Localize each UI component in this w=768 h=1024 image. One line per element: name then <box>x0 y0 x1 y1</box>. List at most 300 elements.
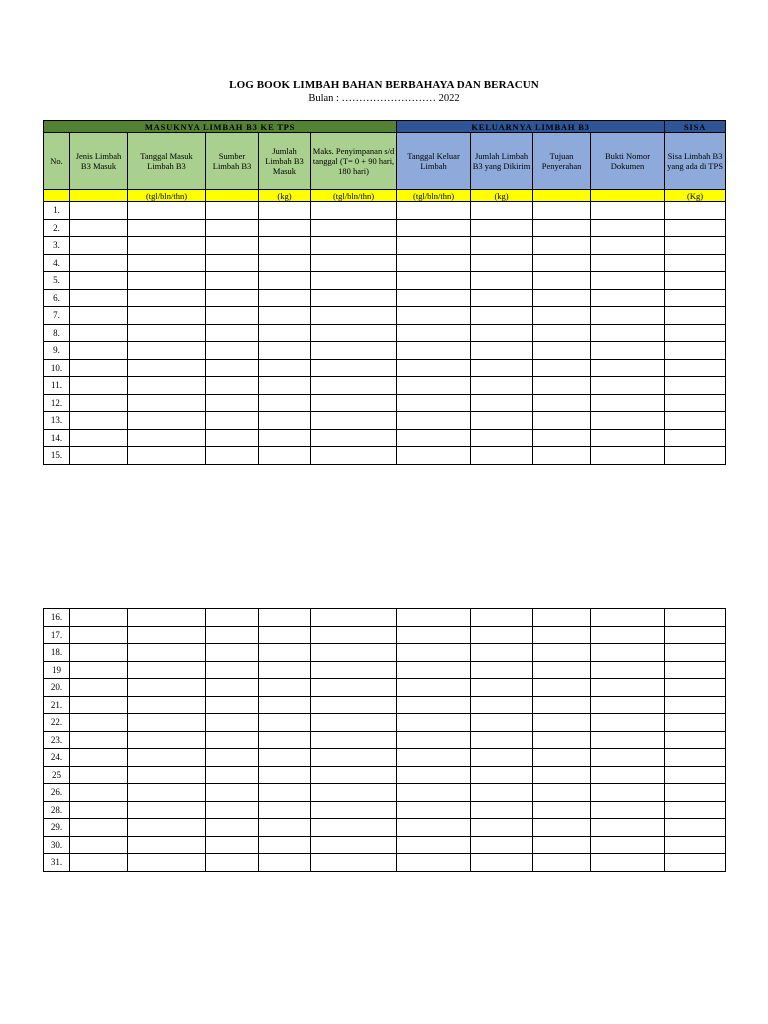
table-cell <box>206 679 259 697</box>
table-cell <box>259 714 311 732</box>
row-number: 24. <box>44 749 70 767</box>
table-cell <box>397 289 471 307</box>
table-cell <box>70 749 128 767</box>
unit-cell: (tgl/bln/thn) <box>311 190 397 202</box>
table-cell <box>206 626 259 644</box>
row-number: 12. <box>44 394 70 412</box>
table-cell <box>665 854 726 872</box>
table-cell <box>533 219 591 237</box>
table-cell <box>665 412 726 430</box>
logbook-table-bottom <box>43 608 726 872</box>
table-cell <box>206 342 259 360</box>
table-row <box>44 731 726 749</box>
table-cell <box>311 696 397 714</box>
table-cell <box>259 202 311 220</box>
table-cell <box>591 447 665 465</box>
table-cell <box>471 836 533 854</box>
table-cell <box>397 254 471 272</box>
table-cell <box>70 342 128 360</box>
table-cell <box>311 394 397 412</box>
table-cell <box>206 644 259 662</box>
table-row <box>44 202 726 220</box>
col-header-sumber: Sumber Limbah B3 <box>206 133 259 190</box>
table-cell <box>471 307 533 325</box>
table-row <box>44 324 726 342</box>
table-cell <box>471 254 533 272</box>
table-cell <box>206 609 259 627</box>
table-cell <box>128 714 206 732</box>
table-cell <box>397 731 471 749</box>
table-cell <box>70 696 128 714</box>
table-cell <box>128 324 206 342</box>
table-cell <box>471 219 533 237</box>
table-cell <box>70 307 128 325</box>
table-cell <box>533 202 591 220</box>
table-cell <box>259 731 311 749</box>
group-header-row <box>44 121 726 133</box>
table-cell <box>665 272 726 290</box>
row-number: 25 <box>44 766 70 784</box>
table-cell <box>206 254 259 272</box>
month-line: Bulan : ……………………… 2022 <box>308 93 460 104</box>
table-cell <box>259 819 311 837</box>
table-cell <box>591 219 665 237</box>
table-cell <box>591 679 665 697</box>
table-cell <box>311 342 397 360</box>
table-cell <box>397 342 471 360</box>
table-cell <box>206 854 259 872</box>
table-cell <box>206 324 259 342</box>
table-cell <box>128 644 206 662</box>
table-cell <box>206 289 259 307</box>
table-cell <box>665 661 726 679</box>
table-cell <box>397 359 471 377</box>
table-cell <box>533 696 591 714</box>
table-cell <box>206 696 259 714</box>
table-cell <box>471 394 533 412</box>
table-cell <box>591 714 665 732</box>
table-cell <box>206 819 259 837</box>
table-cell <box>533 714 591 732</box>
table-cell <box>471 429 533 447</box>
table-cell <box>259 307 311 325</box>
table-cell <box>471 237 533 255</box>
table-cell <box>471 412 533 430</box>
table-cell <box>665 819 726 837</box>
table-cell <box>311 202 397 220</box>
table-row <box>44 836 726 854</box>
unit-cell <box>206 190 259 202</box>
table-row <box>44 766 726 784</box>
table-row <box>44 714 726 732</box>
row-number: 6. <box>44 289 70 307</box>
table-cell <box>591 819 665 837</box>
page-title: LOG BOOK LIMBAH BAHAN BERBAHAYA DAN BERACUN <box>229 79 539 91</box>
table-cell <box>259 272 311 290</box>
table-cell <box>259 801 311 819</box>
table-cell <box>533 289 591 307</box>
table-cell <box>397 819 471 837</box>
table-cell <box>311 429 397 447</box>
table-cell <box>206 272 259 290</box>
table-cell <box>128 394 206 412</box>
table-cell <box>591 254 665 272</box>
table-cell <box>206 412 259 430</box>
table-cell <box>397 447 471 465</box>
unit-cell: (Kg) <box>665 190 726 202</box>
table-cell <box>311 836 397 854</box>
table-cell <box>311 731 397 749</box>
row-number: 31. <box>44 854 70 872</box>
table-cell <box>206 429 259 447</box>
table-row <box>44 237 726 255</box>
table-cell <box>533 394 591 412</box>
table-cell <box>471 359 533 377</box>
table-cell <box>397 429 471 447</box>
table-cell <box>397 749 471 767</box>
table-cell <box>533 254 591 272</box>
table-cell <box>397 784 471 802</box>
table-cell <box>471 696 533 714</box>
table-row <box>44 661 726 679</box>
table-cell <box>311 749 397 767</box>
table-cell <box>471 644 533 662</box>
table-cell <box>471 289 533 307</box>
table-cell <box>591 626 665 644</box>
table-cell <box>206 661 259 679</box>
table-cell <box>471 626 533 644</box>
table-cell <box>206 237 259 255</box>
col-header-tanggal-keluar: Tanggal Keluar Limbah <box>397 133 471 190</box>
table-cell <box>591 272 665 290</box>
table-cell <box>128 836 206 854</box>
table-row <box>44 819 726 837</box>
table-cell <box>311 854 397 872</box>
row-number: 8. <box>44 324 70 342</box>
table-cell <box>70 237 128 255</box>
table-cell <box>533 766 591 784</box>
table-cell <box>665 679 726 697</box>
table-cell <box>533 272 591 290</box>
table-cell <box>397 801 471 819</box>
table-cell <box>665 749 726 767</box>
table-cell <box>206 784 259 802</box>
table-cell <box>471 661 533 679</box>
row-number: 7. <box>44 307 70 325</box>
table-cell <box>206 731 259 749</box>
table-cell <box>206 836 259 854</box>
table-cell <box>206 766 259 784</box>
row-number: 3. <box>44 237 70 255</box>
table-cell <box>471 447 533 465</box>
table-cell <box>206 801 259 819</box>
unit-cell: (kg) <box>259 190 311 202</box>
table-cell <box>471 854 533 872</box>
table-cell <box>591 307 665 325</box>
table-cell <box>206 307 259 325</box>
table-cell <box>665 202 726 220</box>
table-cell <box>665 237 726 255</box>
table-cell <box>397 714 471 732</box>
table-cell <box>70 609 128 627</box>
table-cell <box>259 836 311 854</box>
table-cell <box>665 359 726 377</box>
table-cell <box>259 377 311 395</box>
table-cell <box>311 237 397 255</box>
table-cell <box>533 836 591 854</box>
table-cell <box>259 219 311 237</box>
table-cell <box>259 359 311 377</box>
table-cell <box>128 626 206 644</box>
table-cell <box>533 644 591 662</box>
table-row <box>44 801 726 819</box>
col-header-jumlah-masuk: Jumlah Limbah B3 Masuk <box>259 133 311 190</box>
table-cell <box>259 784 311 802</box>
row-number: 14. <box>44 429 70 447</box>
table-row <box>44 679 726 697</box>
table-cell <box>471 609 533 627</box>
table-cell <box>397 626 471 644</box>
table-cell <box>259 679 311 697</box>
table-cell <box>70 819 128 837</box>
table-cell <box>397 237 471 255</box>
table-cell <box>70 272 128 290</box>
table-row <box>44 342 726 360</box>
table-cell <box>665 801 726 819</box>
table-row <box>44 219 726 237</box>
table-cell <box>259 429 311 447</box>
table-cell <box>397 644 471 662</box>
table-cell <box>128 801 206 819</box>
table-cell <box>70 429 128 447</box>
table-cell <box>591 324 665 342</box>
table-cell <box>397 679 471 697</box>
row-number: 19 <box>44 661 70 679</box>
table-cell <box>591 766 665 784</box>
table-cell <box>533 679 591 697</box>
table-cell <box>311 626 397 644</box>
row-number: 15. <box>44 447 70 465</box>
table-cell <box>70 359 128 377</box>
table-cell <box>591 661 665 679</box>
table-cell <box>665 219 726 237</box>
col-header-no: No. <box>44 133 70 190</box>
table-cell <box>471 801 533 819</box>
table-cell <box>591 749 665 767</box>
unit-cell <box>591 190 665 202</box>
row-number: 23. <box>44 731 70 749</box>
table-cell <box>665 289 726 307</box>
table-cell <box>533 749 591 767</box>
table-cell <box>665 342 726 360</box>
table-cell <box>311 784 397 802</box>
table-cell <box>591 731 665 749</box>
table-row <box>44 254 726 272</box>
table-cell <box>206 219 259 237</box>
table-cell <box>591 202 665 220</box>
table-cell <box>533 447 591 465</box>
table-cell <box>397 394 471 412</box>
table-cell <box>70 219 128 237</box>
table-row <box>44 429 726 447</box>
table-cell <box>591 342 665 360</box>
table-cell <box>471 272 533 290</box>
table-cell <box>259 626 311 644</box>
table-cell <box>591 429 665 447</box>
table-cell <box>591 854 665 872</box>
table-cell <box>533 801 591 819</box>
table-cell <box>665 626 726 644</box>
table-cell <box>665 766 726 784</box>
table-row <box>44 696 726 714</box>
table-cell <box>259 696 311 714</box>
table-cell <box>128 272 206 290</box>
table-cell <box>471 714 533 732</box>
col-header-jenis: Jenis Limbah B3 Masuk <box>70 133 128 190</box>
table-cell <box>128 412 206 430</box>
table-cell <box>397 854 471 872</box>
table-cell <box>311 324 397 342</box>
row-number: 17. <box>44 626 70 644</box>
row-number: 9. <box>44 342 70 360</box>
table-cell <box>206 359 259 377</box>
table-cell <box>471 766 533 784</box>
table-cell <box>206 749 259 767</box>
row-number: 2. <box>44 219 70 237</box>
table-cell <box>128 429 206 447</box>
unit-cell <box>70 190 128 202</box>
table-cell <box>591 289 665 307</box>
table-row <box>44 307 726 325</box>
table-cell <box>70 784 128 802</box>
table-cell <box>311 661 397 679</box>
table-cell <box>311 714 397 732</box>
unit-cell: (tgl/bln/thn) <box>397 190 471 202</box>
table-cell <box>311 609 397 627</box>
table-cell <box>128 696 206 714</box>
table-cell <box>259 324 311 342</box>
table-cell <box>533 342 591 360</box>
table-cell <box>70 731 128 749</box>
table-cell <box>70 289 128 307</box>
table-cell <box>471 202 533 220</box>
table-cell <box>70 324 128 342</box>
table-cell <box>665 394 726 412</box>
table-cell <box>533 854 591 872</box>
table-cell <box>591 237 665 255</box>
table-row <box>44 412 726 430</box>
col-header-jumlah-dikirim: Jumlah Limbah B3 yang Dikirim <box>471 133 533 190</box>
row-number: 11. <box>44 377 70 395</box>
table-row <box>44 749 726 767</box>
table-cell <box>70 626 128 644</box>
table-row <box>44 609 726 627</box>
table-cell <box>665 377 726 395</box>
table-cell <box>128 609 206 627</box>
table-cell <box>259 394 311 412</box>
table-cell <box>533 784 591 802</box>
table-cell <box>591 836 665 854</box>
table-cell <box>471 731 533 749</box>
table-cell <box>311 766 397 784</box>
table-cell <box>533 377 591 395</box>
table-cell <box>128 766 206 784</box>
table-row <box>44 289 726 307</box>
table-cell <box>259 447 311 465</box>
table-cell <box>311 219 397 237</box>
col-header-tanggal-masuk: Tanggal Masuk Limbah B3 <box>128 133 206 190</box>
unit-cell: (tgl/bln/thn) <box>128 190 206 202</box>
table-cell <box>591 801 665 819</box>
table-cell <box>397 324 471 342</box>
table-cell <box>311 819 397 837</box>
row-number: 13. <box>44 412 70 430</box>
table-cell <box>533 819 591 837</box>
table-cell <box>259 289 311 307</box>
table-cell <box>591 644 665 662</box>
table-cell <box>591 394 665 412</box>
table-cell <box>533 359 591 377</box>
table-cell <box>471 377 533 395</box>
row-number: 20. <box>44 679 70 697</box>
table-cell <box>128 307 206 325</box>
table-cell <box>128 784 206 802</box>
group-sisa-header: SISA <box>665 121 726 133</box>
row-number: 22. <box>44 714 70 732</box>
table-cell <box>665 609 726 627</box>
table-cell <box>591 377 665 395</box>
table-cell <box>311 377 397 395</box>
table-cell <box>533 626 591 644</box>
row-number: 16. <box>44 609 70 627</box>
table-cell <box>70 836 128 854</box>
table-cell <box>70 202 128 220</box>
table-cell <box>533 661 591 679</box>
table-cell <box>311 412 397 430</box>
table-cell <box>128 447 206 465</box>
table-cell <box>311 644 397 662</box>
col-header-sisa: Sisa Limbah B3 yang ada di TPS <box>665 133 726 190</box>
table-row <box>44 644 726 662</box>
table-cell <box>70 801 128 819</box>
table-cell <box>591 696 665 714</box>
row-number: 29. <box>44 819 70 837</box>
row-number: 26. <box>44 784 70 802</box>
table-cell <box>665 784 726 802</box>
table-cell <box>471 749 533 767</box>
table-cell <box>397 766 471 784</box>
table-cell <box>128 679 206 697</box>
row-number: 18. <box>44 644 70 662</box>
table-cell <box>665 714 726 732</box>
table-cell <box>665 447 726 465</box>
table-cell <box>533 429 591 447</box>
table-cell <box>311 254 397 272</box>
table-cell <box>259 609 311 627</box>
unit-cell: (kg) <box>471 190 533 202</box>
table-cell <box>665 324 726 342</box>
table-cell <box>665 696 726 714</box>
table-cell <box>533 307 591 325</box>
table-cell <box>665 731 726 749</box>
table-cell <box>128 377 206 395</box>
table-cell <box>128 202 206 220</box>
table-cell <box>128 289 206 307</box>
table-cell <box>311 679 397 697</box>
table-cell <box>591 412 665 430</box>
table-cell <box>128 359 206 377</box>
table-cell <box>70 447 128 465</box>
